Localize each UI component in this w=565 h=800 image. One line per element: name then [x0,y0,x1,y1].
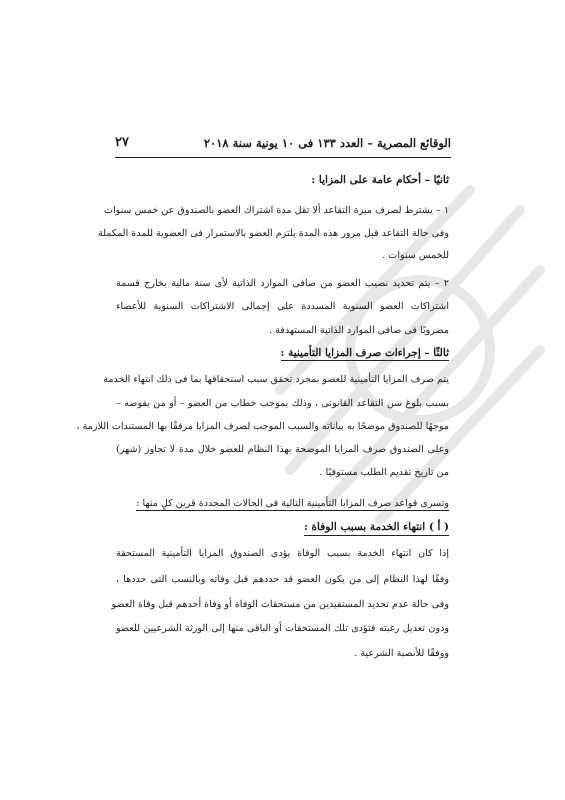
paragraph-line: ودون تعديل رغبته فتؤدى تلك المستحقات أو الباقى منها إلى الورثة الشرعيين للعضو [116,623,449,634]
paragraph-line: ووفقًا للأنصبة الشرعية . [354,648,449,659]
paragraph-line: إذا كان انتهاء الخدمة بسبب الوفاة يؤدى الصندوق المزايا التأمينية المستحقة [116,548,449,559]
subsection-heading-death: ( أ ) انتهاء الخدمة بسبب الوفاة : [304,519,449,536]
paragraph-line: من تاريخ تقديم الطلب مستوفيًا . [319,467,449,478]
page-number: ٢٧ [115,135,129,150]
paragraph-line: وفقًا لهذا النظام إلى من يكون العضو قد حددهم قبل وفاته وبالنسب التى حددها ، [116,574,449,585]
paragraph-line: مضروبًا فى صافى الموارد الذاتية المستهدفة . [269,325,449,336]
paragraph-line: وتسرى قواعد صرف المزايا التأمينية التالية فى الحالات المحددة قرين كلٍ منها : [136,498,449,509]
paragraph-line: يتم صرف المزايا التأمينية للعضو بمجرد تحقق سبب استحقاقها بما فى ذلك انتهاء الخدمة [103,374,449,385]
paragraph-line: موجهًا للصندوق موضحًا به بياناته والسبب الموجب لصرف المزايا مرفقًا بها المستندات اللازمة ، [76,421,449,432]
section-heading-general-provisions: ثانيًا – أحكام عامة على المزايا : [311,174,449,186]
paragraph-line: اشتراكات العضو السنوية المسددة على إجمالى الاشتراكات السنوية للأعضاء [116,301,449,312]
paragraph-line: وعلى الصندوق صرف المزايا الموضحة بهذا النظام للعضو خلال مدة لا تجاوز (شهر) [116,444,449,455]
paragraph-line: ٢ – يتم تحديد نصيب العضو من صافى الموارد الذاتية لأى سنة مالية بخارج قسمة [116,278,449,289]
paragraph-line: وفى حالة عدم تحديد المستفيدين من مستحقات الوفاة أو وفاة أحدهم قبل وفاة العضو [111,599,449,610]
paragraph-line: للخمس سنوات . [382,250,449,261]
running-header [115,134,451,156]
paragraph-line: ١ – يشترط لصرف ميزة التقاعد ألا تقل مدة اشتراك العضو بالصندوق عن خمس سنوات [103,205,449,216]
section-heading-disbursement-procedures: ثالثًا – إجراءات صرف المزايا التأمينية : [280,347,449,359]
paragraph-line: بسبب بلوغ سن التقاعد القانونى ، وذلك بموجب خطاب من العضو – أو من يفوضه – [116,398,449,409]
running-title: الوقائع المصرية – العدد ١٣٣ فى ١٠ يونية سنة ٢٠١٨ [203,136,451,150]
paragraph-line: وفى حالة التقاعد قبل مرور هذه المدة يلتزم العضو بالاستمرار فى العضوية للمدة المكملة [97,228,449,239]
header-rule [115,157,451,158]
